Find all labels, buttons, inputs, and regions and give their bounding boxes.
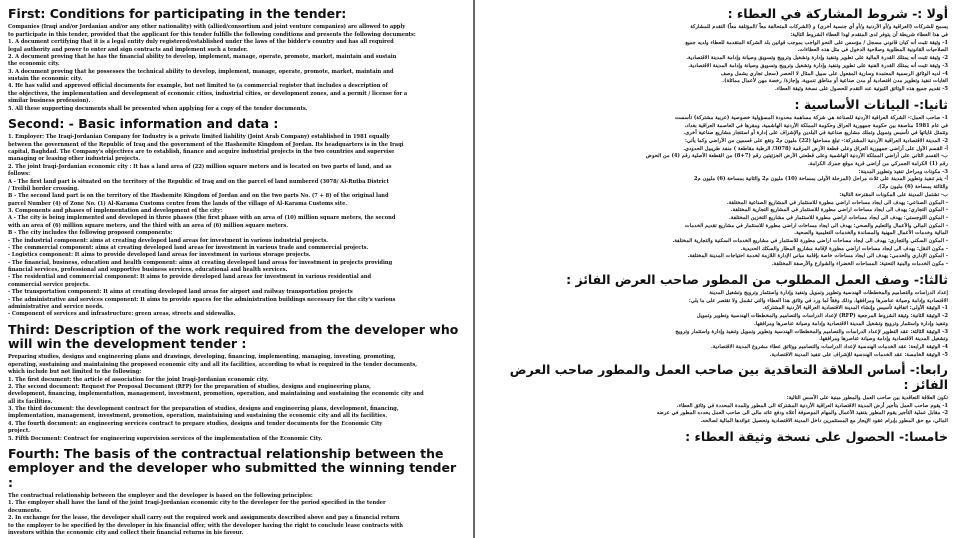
arabic-column [475,0,956,538]
left-section-1 [8,7,465,113]
section-text-line: B - The second land part is on the territory of the Hashemite Kingdom of Jordan and on the two parts No. (7 + 8) of the original land [8,193,389,200]
section-text-line: في هذا العطاء شريطة أن يتوفر لدى المتقدم لهذا العطاء الشروط التالية: [790,32,948,39]
section-text-line: commercial service projects. [8,281,90,288]
section-text-line: - Logistics component: It aims to provide developed land areas for investment in various storage projects. [8,252,311,259]
section-text-line: capital, Baghdad. The Company's objectives are to establish, finance and acquire industrial projects in the two countries and supervise [8,149,395,155]
section-text-line: A - The city is being implemented and developed in three phases (the first phase with an area of (10) million square meters, the second [8,215,396,222]
section-text-line: 2. A document proving that he has the financial ability to develop, implement, manage, operate, promote, market, maintain and sustain [8,53,397,60]
section-text-line: في عام 1981 مناصفة بين حكومة جمهورية العراق وحكومة المملكة الأردنية الهاشمية، ومقرها في العاصمة العراقية بغداد، [684,122,948,129]
section-heading: ثانيا:- البيانات الأساسية : [794,96,948,112]
section-text-line: between the government of the Republic of Iraq and the government of the Hashemite Kingdom of Jordan. Its headquarters is in the Iraqi [8,141,404,148]
section-text-line: administrative and service needs. [8,303,104,310]
section-text-line: the objectives, the implementation and development of economic cities, industrial cities, or development zones, and a permit / license for a [8,90,408,97]
section-text-line: رقم (1) الكرامة الجمركي من أراضي قرية موقع جمرك الكرامة. [807,161,948,168]
section-text-line: 2. In exchange for the lease, the developer shall carry out the required work and assignments described above and pay a financial return [8,515,400,522]
section-text-line: - مكون الخدمات والبنية التحتية: المساحات الخضراء والشوارع والأرصفة المختلفة. [771,261,948,267]
section-text-line: - المكون الإداري والخدمي: يهدف الى ايجاد مساحات خاصة بإقامة مباني الإدارة اللازمة لخدمة احتياجات المدينة المختلفة. [687,253,948,260]
right-section-4 [483,363,948,426]
section-text-line: 4. He has valid and approved official documents for example, but not limited to (a commercial register that includes a description of [8,83,388,90]
section-text-line: to participate in this tender, provided that the applicant for this tender fulfills the following conditions and presents the following documents: [8,31,416,38]
section-text-line: المالي، مع حق المطور بإبرام عقود الإيجار مع المستثمرين داخل المدينة الاقتصادية وتحصيل عوائدها المالية لصالحه. [700,418,948,425]
left-section-4 [8,447,465,537]
section-text-line: all its facilities. [8,398,53,405]
section-text-line: - The residential and commercial component: It aims to provide developed land areas for investment in various residential and [8,274,372,281]
section-heading: أولا :- شروط المشاركة في العطاء : [727,6,948,21]
section-text-line: وتتمثل غاياتها في تأسيس وتمويل وتملك مشاريع صناعية في البلدين والإشراف على إدارة أو استئجار مشاريع صناعية أخرى. [683,130,948,137]
section-heading: خامسا:- الحصول على نسخة وثيقة العطاء : [685,428,948,444]
section-text-line: - The transportation component: It aims at creating developed land areas for airport and railway transportation projects [8,289,353,296]
right-section-1 [483,7,948,94]
section-text-line: legal authority and power to enter and sign contracts and implement such a tender. [8,46,248,53]
section-text-line: 5- تقديم جميع هذه الوثائق الثبوتية عند التقدم للحصول على نسخة وثيقة العطاء. [775,85,948,92]
section-text-line: 3. A document proving that he possesses the technical ability to develop, implement, manage, operate, promote, market, maintain and [8,68,394,75]
section-text-line: 2. The second document: Request For Proposal Document (RFP) for the preparation of studies, designs and engineering plans, [8,383,371,390]
section-heading: رابعا:- أساس العلاقة التعاقدية بين صاحب العمل والمطور صاحب العرض الفائز : [509,362,948,392]
section-text-line: 5. All these supporting documents shall be presented when applying for a copy of the tender documents. [8,105,308,112]
section-text-line: similar business profession). [8,98,91,105]
right-section-3 [483,273,948,360]
section-text-line: - المكون التجاري: يهدف الى ايجاد مساحات اراضي مطورة للاستثمار في المشاريع التجارية المختلفة. [730,207,948,214]
section-heading: First: Conditions for participating in the tender: [8,6,347,21]
section-text-line: Preparing studies, designs and engineering plans and drawings, developing, financing, implementing, managing, investing, promoting, [8,354,396,361]
section-text-line: operating, sustaining and maintaining the proposed economic city and all its facilities, according to what is required in the tender documents, [8,361,418,368]
section-text-line: الغايات تنفيذ وتطوير مدن اقتصادية أو مدن صناعية أو مناطق تنموية، وإجازة/ رخصة مهن لأعمال مماثلة). [722,78,948,85]
section-text-line: ب- تشتمل المدينة على المكونات المقترحة التالية: [839,191,948,198]
section-text-line: الاقتصادية وإدامة وصيانة عناصرها ومرافقها، وذلك وفقاً لما ورد في وثائق هذا العطاء والتي تشمل ولا تقتصر على ما يلي: [688,297,948,304]
right-section-5 [483,430,948,444]
section-text-line: follows: [8,171,30,178]
section-text-line: B - The city includes the following proposed components: [8,230,173,237]
section-text-line: - The commercial component: aims at creating developed land areas for investment in various trade and commercial projects. [8,244,369,251]
section-text-line: أ- القسم الأول على أراضي جمهورية العراق وعلى قطعة الأرض المرقمة (3078/ الرطبة مقاطعة ) منفذ طريبيل الحدودي. [683,145,948,152]
section-text-line: 1. The employer shall have the land of the joint Iraqi-Jordanian economic city to the developer for the period specified in the tender [8,500,386,507]
section-text-line: 3. Components and phases of implementation and development of the city: [8,208,223,214]
section-text-line: 4- الوثيقة الرابعة: عقد الخدمات الهندسية لإعداد الدراسات والتصاميم ووثائق عطاء مشروع المدينة الاقتصادية. [711,343,948,350]
section-text-line: implementation, management, investment, promotion, operation, maintaining and sustaining the economic city and all its facilities. [8,413,388,420]
section-text-line: 2- المدينة الاقتصادية العراقية الأردنية المشتركة:- تبلغ مساحتها (22) مليون م2 وتقع على قسمين من الأراضي وكما يأتي: [684,138,948,144]
section-text-line: 4- لديه الوثائق الرسمية المعتمدة وسارية المفعول على سبيل المثال لا الحصر (سجل تجاري يشمل وصف [720,70,948,77]
section-heading: ثالثا:- وصف العمل المطلوب من المطور صاحب العرض الفائز : [566,271,948,287]
section-heading: Fourth: The basis of the contractual relationship between the employer and the developer who submitted the winning tender : [8,445,457,490]
section-text-line: investors within the economic city and collect their financial returns in his favour. [8,529,244,536]
section-text-line: المالية وخدمات الأعمال المهنية والمساندة والخدمات التعليمية والصحية. [794,230,948,237]
section-text-line: documents. [8,507,42,514]
section-text-line: A - The first land part is situated on the territory of the Republic of Iraq and on the parcel of land numbered (3078/ Al-Rutba District [8,178,389,185]
section-text-line: - Component of services and infrastructure: green areas, streets and sidewalks. [8,311,236,318]
section-text-line: parcel Number (4) of Zone No. (1) Al-Karama Customs centre from the lands of the village of Al-Karama Customs site. [8,200,348,207]
section-text-line: project. [8,428,30,435]
section-text-line: 2- الوثيقة الثانية: وثيقة الشروط المرجعية (RFP) لإعداد الدراسات والتصاميم والمخططات الهندسية وتطوير وتمويل [696,313,948,320]
section-text-line: Companies (Iraqi and/or Jordanian and/or any other nationality) with (allied/consortium and joint venture companies) are allowed to apply [8,24,406,31]
section-text-line: managing or leasing other industrial projects. [8,156,141,163]
section-text-line: 3. The third document: the development contract for the preparation of studies, designs and engineering plans, development, financing, [8,406,399,412]
section-text-line: sustain the economic city. [8,76,83,82]
left-section-3 [8,323,465,443]
section-text-line: 5. Fifth Document: Contract for engineering supervision services of the implementation of the Economic City. [8,435,323,442]
section-text-line: 1- الوثيقة الأولى: اتفاقية تأسيس وإنشاء المدينة الاقتصادية العراقية الأردنية المشتركة. [762,305,948,312]
section-text-line: 5- الوثيقة الخامسة: عقد الخدمات الهندسية للإشراف على تنفيذ المدينة الاقتصادية. [769,351,948,358]
section-text-line: - The administrative and services component: It aims to provide spaces for the administration buildings necessary for the city's various [8,296,396,303]
section-text-line: - المكون اللوجستي: يهدف الى ايجاد مساحات اراضي مطورة للاستثمار في مشاريع التخزين المختلفة. [729,214,948,221]
section-text-line: with an area of (6) million square meters, and the third with an area of (6) million square meters. [8,222,289,229]
section-text-line: 1- يقوم صاحب العمل بتأجير أرض المدينة الاقتصادية العراقية الأردنية المشتركة الى المطور وللمدة المحددة في وثائق العطاء. [676,402,948,409]
section-text-line: development, financing, implementation, management, investment, promotion, operation, and maintaining and sustaining the economic city and [8,391,424,398]
section-text-line: - The financial, business, education and health component: aims at creating developed land areas for investment in projects providing [8,259,393,266]
section-text-line: financial services, professional and supportive business services, educational and health services. [8,267,288,273]
section-text-line: the economic city. [8,61,60,68]
section-text-line: - مكون النقل: يهدف الى ايجاد مساحات اراضي مطورة لإقامة مشاريع المطار والسكك الحديدية. [740,245,948,252]
section-text-line: ب- القسم الثاني على أراضي المملكة الأردنية الهاشمية وعلى قطعتي الأرض الجزئيتين رقم (7+8) من القطعة الأصلية رقم (4) من الحوض [645,153,948,160]
section-text-line: which include but not limited to the following: [8,369,142,376]
section-text-line: 3- الوثيقة الثالثة: عقد التطوير لإعداد الدراسات والتصاميم والمخططات الهندسية وتطوير وتمويل وتنفيذ وإدارة واستثمار وترويج [675,328,948,335]
section-text-line: / Treibil border crossing. [8,185,79,192]
section-text-line: 1- صاحب العمل:- الشركة العراقية الأردنية للصناعة هي شركة مساهمة محدودة المسؤولية خصوصية (عربية مشتركة) تأسست [674,114,948,121]
section-text-line: to the employer to be specified by the developer in his financial offer, with the developer having the right to conclude lease contracts with [8,522,403,529]
section-text-line: 1. The first document: the article of association for the joint Iraqi-Jordanian economic city. [8,376,269,383]
section-text-line: 1- وثيقة تثبت أنه كيان قانوني مسجل / مؤسس على النحو الواجب بموجب قوانين بلد الشركة المتقدمة للعطاء ولديه جميع [685,39,948,46]
section-text-line: 1. A document certifying that it is a legal entity duly registered/established under the laws of the bidder's country and has all required [8,39,394,46]
section-text-line: 1. Employer: The Iraqi-Jordanian Company for Industry is a private limited liability (Joint Arab Company) established in 1981 equally [8,134,390,141]
section-text-line: 3- وثيقة تثبت أنه يمتلك القدرة الفنية على تطوير وتنفيذ وإدارة وتشغيل وترويج وتسويق وصيانة وإدامة المدينة الاقتصادية. [688,62,948,69]
section-text-line: 2. The joint Iraqi-Jordanian economic city : It has a land area of (22) million square meters and is located on two parts of land, and as [8,163,392,170]
section-heading: Third: Description of the work required from the developer who will win the development tender : [8,321,459,351]
section-text-line: - المكون الصناعي: يهدف الى ايجاد مساحات اراضي مطورة للاستثمار في المشاريع الصناعية المختلفة. [726,199,948,206]
section-text-line: والثالثة بمساحة (6) مليون م2). [877,184,948,191]
section-text-line: The contractual relationship between the employer and the developer is based on the following principles: [8,493,313,499]
section-text-line: - The industrial component: aims at creating developed land areas for investment in various industrial projects. [8,237,329,244]
right-section-2 [483,98,948,269]
section-text-line: الصلاحيات القانونية المطلوبة وصلاحية الدخول في مثل هذه العطاءات. [797,47,948,54]
section-text-line: تكون العلاقة التعاقدية بين صاحب العمل والمطور مبنية على الأسس التالية: [786,395,948,401]
section-text-line: أ- يتم تنفيذ وتطوير المدينة على ثلاث مراحل (المرحلة الأولى بمساحة (10) مليون م2 والثانية بمساحة (6) مليون م2 [693,176,948,183]
section-text-line: - المكون السكني والتجاري: يهدف الى ايجاد مساحات اراضي مطورة للاستثمار في مشاريع الخدمات السكنية والتجارية المختلفة. [672,237,948,244]
section-text-line: 3- مكونات ومراحل تنفيذ وتطوير المدينة: [858,168,948,175]
section-text-line: 2- مقابل عملية التأجير يقوم المطور بتنفيذ الأعمال والمهام الموصوفة أعلاه ودفع عائد مالي الى صاحب العمل يحدده المطور في عرضه [656,410,948,417]
left-section-2 [8,117,465,319]
section-text-line: وتشغيل المدينة الاقتصادية وإدامة وصيانة عناصرها ومرافقها. [819,336,948,343]
section-text-line: 4. The fourth document: an engineering services contract to prepare studies, designs and tender documents for the Economic City [8,420,383,427]
section-text-line: - المكون المالي والأعمال والتعليم والصحي: يهدف الى ايجاد مساحات اراضي مطورة للاستثمار في مشاريع تقديم الخدمات [684,222,948,229]
section-text-line: 2- وثيقة تثبت أنه يمتلك القدرة المالية على تطوير وتنفيذ وإدارة وتشغيل وترويج وتسويق وصيانة وإدامة المدينة الاقتصادية. [686,55,948,62]
section-text-line: وتنفيذ وإدارة واستثمار وترويج وتشغيل المدينة الاقتصادية وإدامة وصيانة عناصرها ومرافقها. [753,320,948,327]
english-column [0,0,475,538]
section-heading: Second: - Basic information and data : [8,115,279,131]
section-text-line: إعداد الدراسات والتصاميم والمخططات الهندسية وتطوير وتمويل وتنفيذ وإدارة واستثمار وترويج وتشغيل المدينة [709,290,948,297]
section-text-line: يسمح للشركات (العراقية و/أو الأردنية و/أو أي جنسية أخرى) و (الشركات المتحالفة معاً /المؤتلفة معاً) التقدم للمشاركة [690,24,948,31]
